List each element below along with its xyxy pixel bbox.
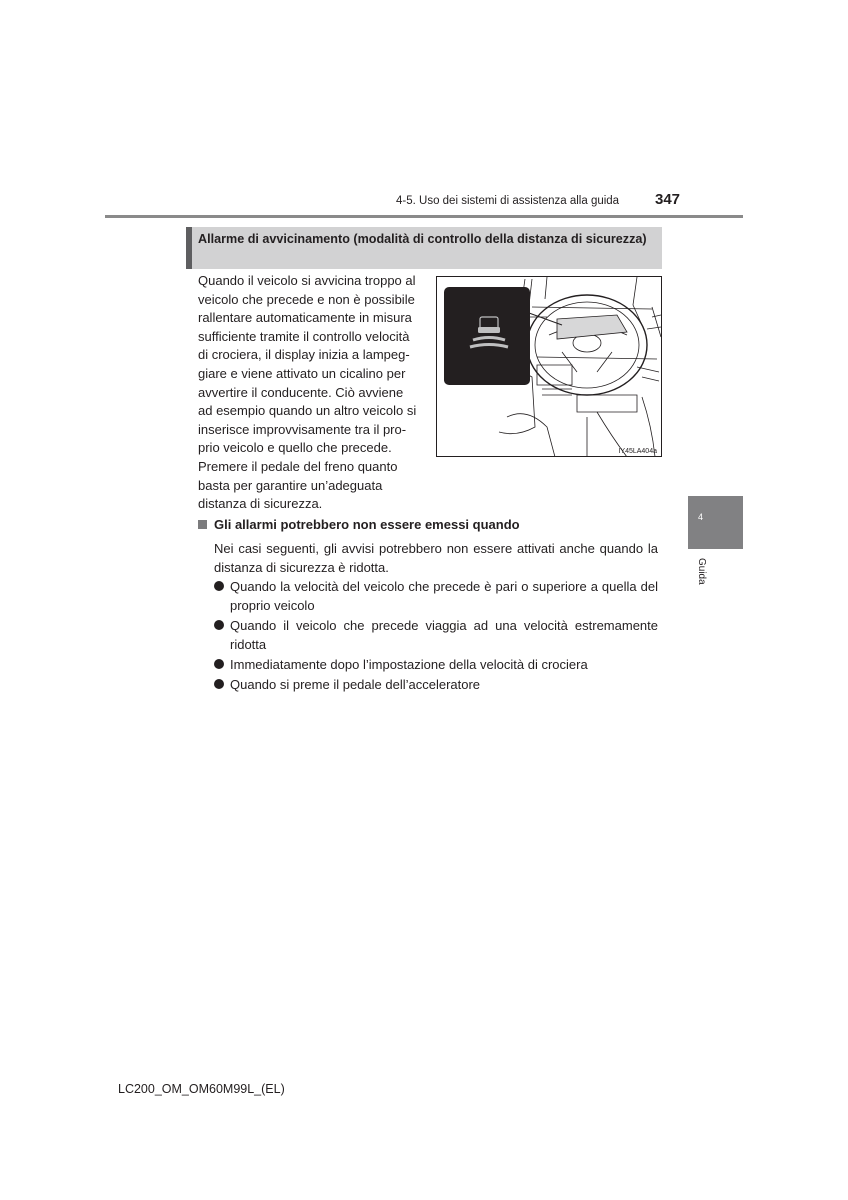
intro-line: basta per garantire un’adeguata — [198, 477, 383, 493]
chapter-tab-label: Guida — [696, 558, 707, 585]
intro-line: Quando il veicolo si avvicina troppo al — [198, 273, 416, 288]
list-item-text: Quando la velocità del veicolo che precede è pari o superiore a quella del proprio veicolo — [230, 579, 658, 613]
intro-line: inserisce improvvisamente tra il pro- — [198, 421, 407, 437]
intro-line: sufficiente tramite il controllo velocità — [198, 328, 410, 344]
square-bullet-icon — [198, 520, 207, 529]
intro-line: avvertire il conducente. Ciò avviene — [198, 384, 404, 400]
intro-line: ad esempio quando un altro veicolo si — [198, 403, 417, 419]
intro-line: distanza di sicurezza. — [198, 496, 323, 512]
dashboard-illustration — [436, 276, 662, 457]
bullet-dot-icon — [214, 659, 224, 669]
header-rule — [105, 215, 743, 218]
bullet-dot-icon — [214, 620, 224, 630]
list-item-text: Immediatamente dopo l’impostazione della velocità di crociera — [230, 657, 588, 672]
bullet-dot-icon — [214, 581, 224, 591]
intro-line: veicolo che precede e non è possibile — [198, 291, 415, 307]
list-item-text: Quando il veicolo che precede viaggia ad una velocità estremamente ridotta — [230, 618, 658, 652]
intro-line: Premere il pedale del freno quanto — [198, 458, 398, 474]
footer-code: LC200_OM_OM60M99L_(EL) — [118, 1082, 285, 1096]
bullet-dot-icon — [214, 679, 224, 689]
chapter-tab[interactable] — [688, 496, 743, 549]
intro-line: rallentare automaticamente in misura — [198, 310, 412, 326]
list-item — [214, 577, 658, 615]
intro-paragraph — [198, 272, 424, 514]
running-header-section: 4-5. Uso dei sistemi di assistenza alla guida — [396, 195, 620, 207]
dashboard-drawing — [437, 277, 662, 457]
subsection-title-text: Gli allarmi potrebbero non essere emessi quando — [214, 517, 520, 532]
chapter-tab-number: 4 — [698, 512, 704, 522]
intro-line: giare e viene attivato un cicalino per — [198, 365, 406, 381]
figure-code: IY45LA404a — [618, 448, 657, 455]
intro-line: di crociera, il display inizia a lampeg- — [198, 347, 410, 363]
list-item — [214, 675, 658, 694]
page-number: 347 — [655, 191, 681, 208]
intro-line: prio veicolo e quello che precede. — [198, 440, 392, 456]
section-heading: Allarme di avvicinamento (modalità di controllo della distanza di sicurezza) — [186, 227, 662, 269]
subsection-title — [198, 517, 520, 532]
list-item — [214, 616, 658, 654]
list-item — [214, 655, 658, 674]
bullet-list — [214, 577, 658, 695]
list-item-text: Quando si preme il pedale dell’acceleratore — [230, 677, 481, 692]
subsection-paragraph: Nei casi seguenti, gli avvisi potrebbero non essere attivati anche quando la distanza di sicurezza è ridotta. — [214, 541, 658, 575]
